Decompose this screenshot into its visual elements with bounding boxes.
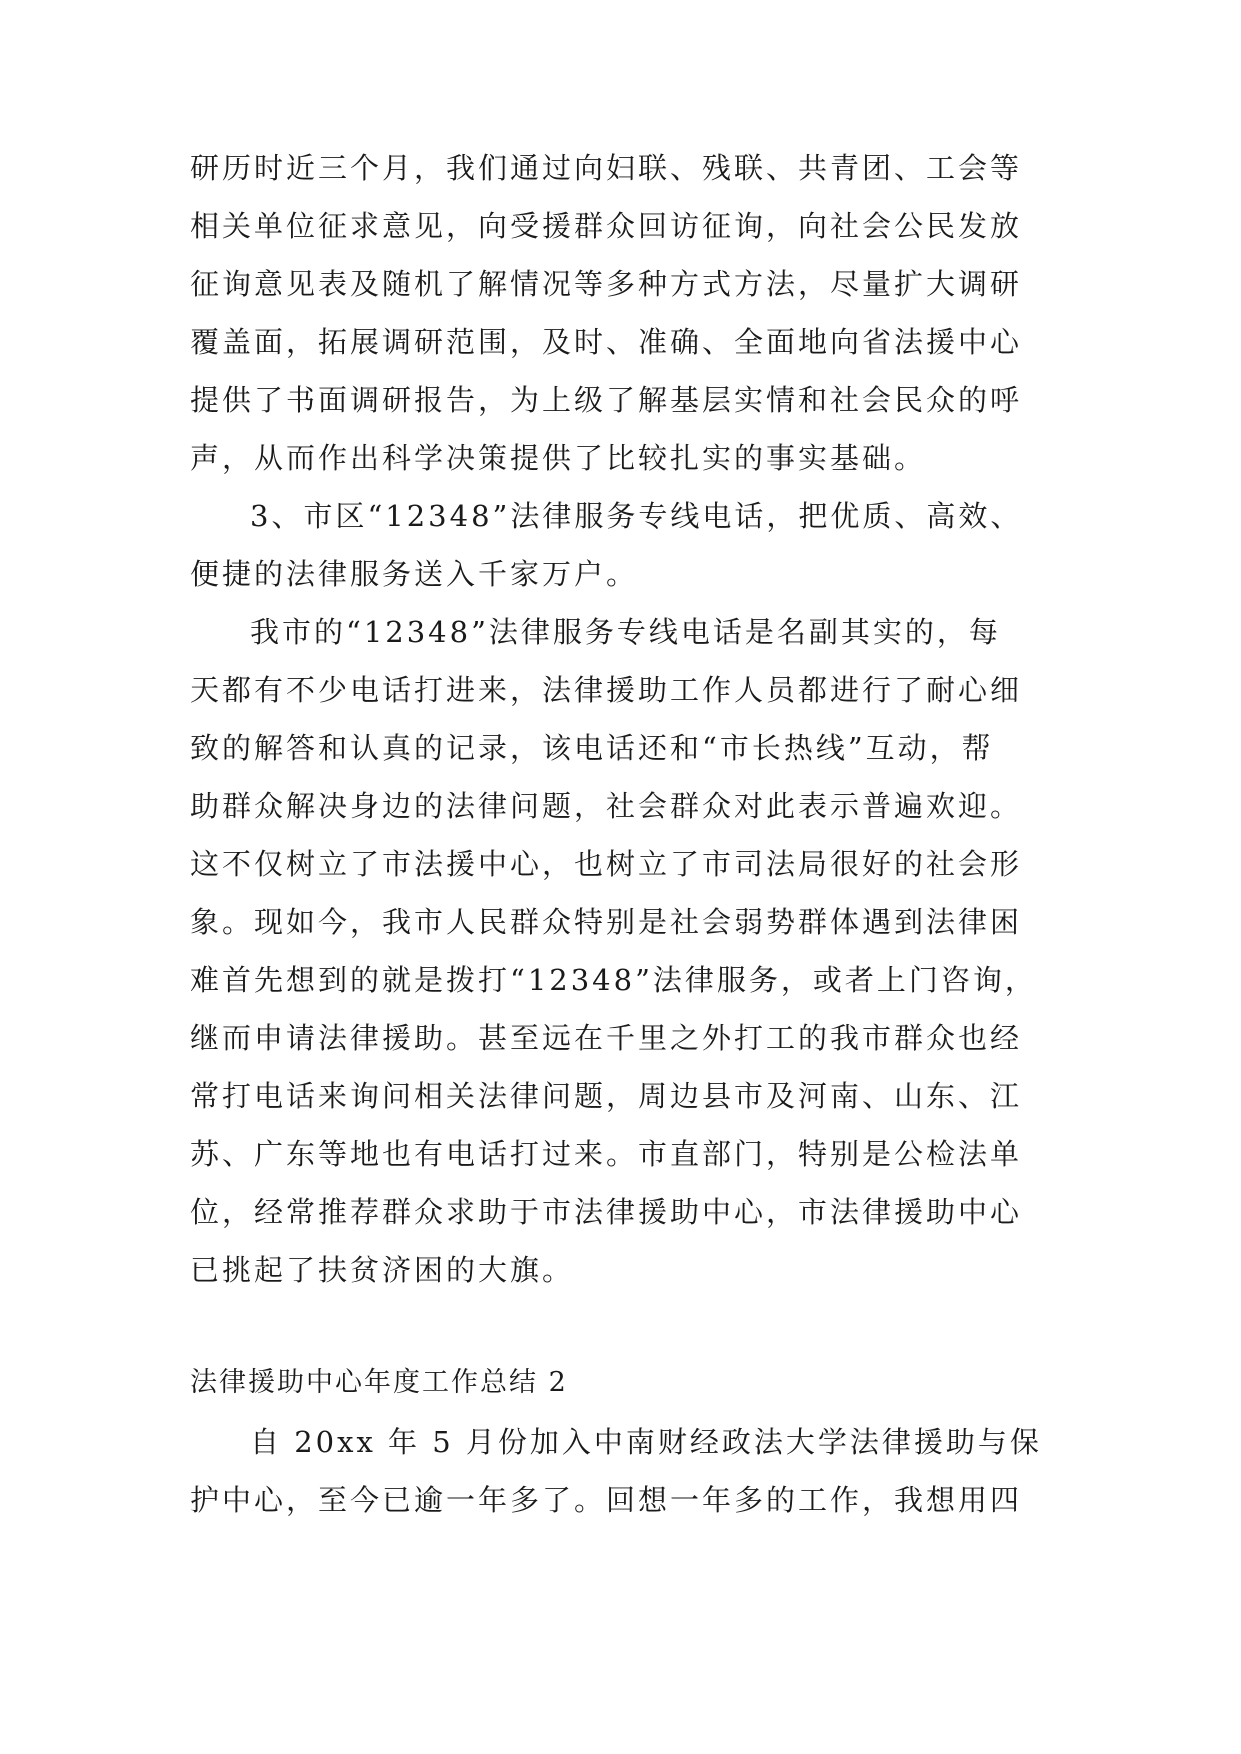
body-text-line: 常打电话来询问相关法律问题，周边县市及河南、山东、江 — [190, 1079, 1023, 1113]
body-text-line: 声，从而作出科学决策提供了比较扎实的事实基础。 — [190, 441, 927, 475]
body-text-line: 研历时近三个月，我们通过向妇联、残联、共青团、工会等 — [190, 151, 1023, 185]
body-text-line: 位，经常推荐群众求助于市法律援助中心，市法律援助中心 — [190, 1195, 1023, 1229]
body-text-line: 苏、广东等地也有电话打过来。市直部门，特别是公检法单 — [190, 1137, 1023, 1171]
body-text-line: 难首先想到的就是拨打“12348”法律服务，或者上门咨询， — [190, 963, 1037, 997]
body-text-line: 这不仅树立了市法援中心，也树立了市司法局很好的社会形 — [190, 847, 1023, 881]
body-text-line: 3、市区“12348”法律服务专线电话，把优质、高效、 — [250, 499, 1023, 533]
body-text-line: 征询意见表及随机了解情况等多种方式方法，尽量扩大调研 — [190, 267, 1023, 301]
body-text-line: 覆盖面，拓展调研范围，及时、准确、全面地向省法援中心 — [190, 325, 1023, 359]
section-title: 法律援助中心年度工作总结 2 — [190, 1367, 568, 1398]
body-text-line: 已挑起了扶贫济困的大旗。 — [190, 1253, 575, 1287]
body-text-line: 提供了书面调研报告，为上级了解基层实情和社会民众的呼 — [190, 383, 1023, 417]
body-text-line: 象。现如今，我市人民群众特别是社会弱势群体遇到法律困 — [190, 905, 1023, 939]
body-text-line: 天都有不少电话打进来，法律援助工作人员都进行了耐心细 — [190, 673, 1023, 707]
body-text-line: 相关单位征求意见，向受援群众回访征询，向社会公民发放 — [190, 209, 1023, 243]
body-text-line: 助群众解决身边的法律问题，社会群众对此表示普遍欢迎。 — [190, 789, 1023, 823]
body-text-line: 致的解答和认真的记录，该电话还和“市长热线”互动，帮 — [190, 731, 994, 765]
body-text-line: 继而申请法律援助。甚至远在千里之外打工的我市群众也经 — [190, 1021, 1023, 1055]
body-text-line: 自 20xx 年 5 月份加入中南财经政法大学法律援助与保 — [250, 1425, 1042, 1459]
body-text-line: 我市的“12348”法律服务专线电话是名副其实的，每 — [250, 615, 1001, 649]
body-text-line: 护中心，至今已逾一年多了。回想一年多的工作，我想用四 — [190, 1483, 1023, 1517]
body-text-line: 便捷的法律服务送入千家万户。 — [190, 557, 639, 591]
